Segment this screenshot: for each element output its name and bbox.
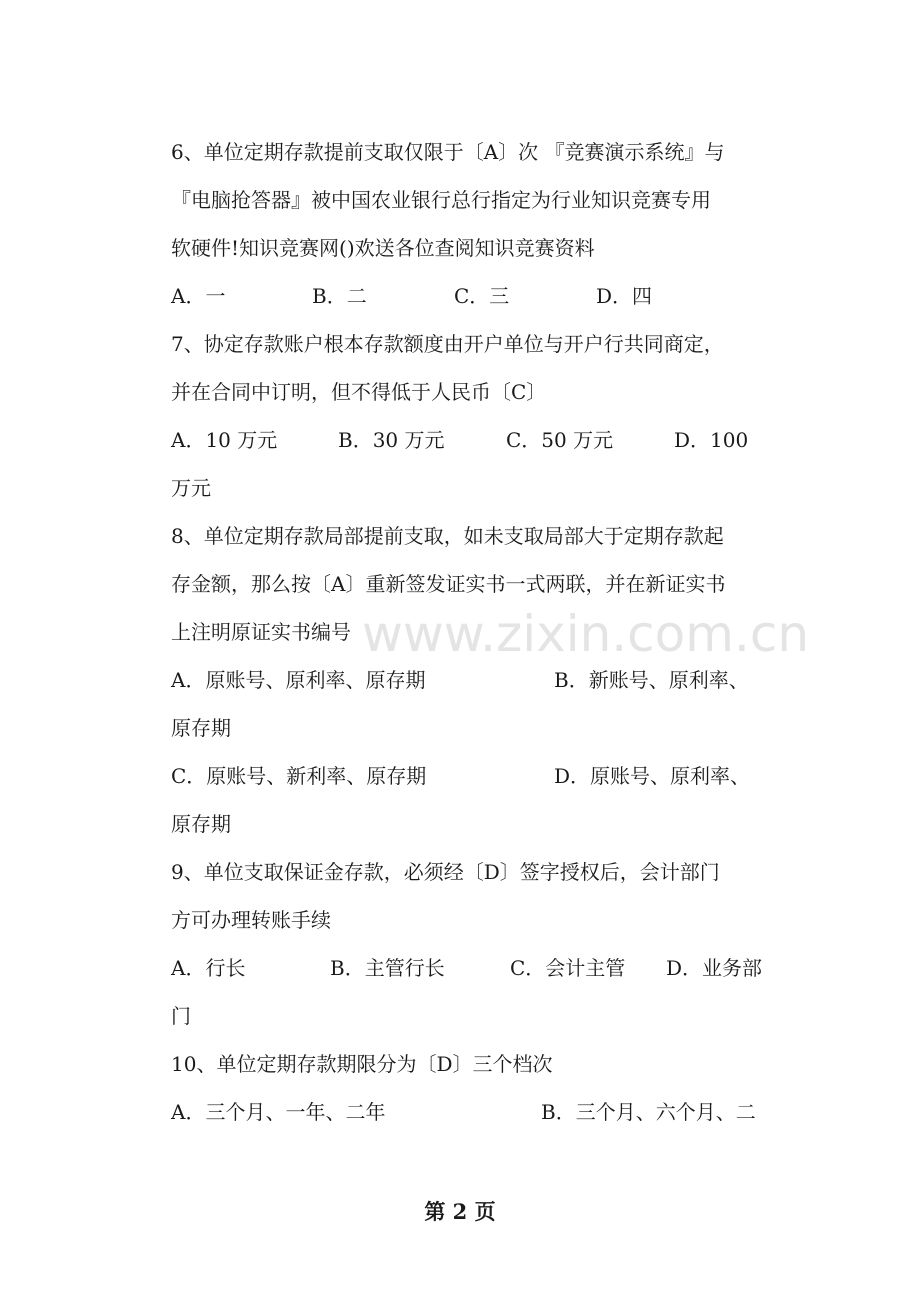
option-b: B．30 万元 bbox=[338, 428, 445, 452]
option-c: C．原账号、新利率、原存期 bbox=[171, 764, 427, 788]
option-b: B．主管行长 bbox=[330, 956, 445, 980]
option-c: C．50 万元 bbox=[506, 428, 614, 452]
option-b: B．二 bbox=[312, 284, 367, 308]
option-d: D．四 bbox=[596, 284, 653, 308]
option-c: C．会计主管 bbox=[510, 956, 626, 980]
question-8-option-d-continued: 原存期 bbox=[171, 812, 231, 836]
question-8-line-2: 存金额，那么按〔A〕重新签发证实书一式两联，并在新证实书 bbox=[171, 572, 726, 596]
option-b: B．三个月、六个月、二 bbox=[541, 1100, 756, 1124]
question-8-line-1: 8、单位定期存款局部提前支取，如未支取局部大于定期存款起 bbox=[171, 524, 724, 548]
question-10-line-1: 10、单位定期存款期限分为〔D〕三个档次 bbox=[171, 1052, 553, 1076]
question-6-line-1: 6、单位定期存款提前支取仅限于〔A〕次 『竞赛演示系统』与 bbox=[171, 140, 725, 164]
option-d: D．业务部 bbox=[666, 956, 763, 980]
option-a: A．三个月、一年、二年 bbox=[171, 1100, 386, 1124]
option-a: A．原账号、原利率、原存期 bbox=[171, 668, 426, 692]
watermark: www.zixin.com.cn bbox=[362, 605, 810, 663]
page-number: 第 2 页 bbox=[424, 1199, 496, 1224]
option-b: B．新账号、原利率、 bbox=[554, 668, 749, 692]
option-d: D．原账号、原利率、 bbox=[554, 764, 751, 788]
question-7-option-d-continued: 万元 bbox=[171, 476, 211, 500]
question-6-line-2: 『电脑抢答器』被中国农业银行总行指定为行业知识竞赛专用 bbox=[171, 188, 711, 212]
question-6-line-3: 软硬件!知识竞赛网()欢送各位查阅知识竞赛资料 bbox=[171, 236, 595, 260]
option-d: D．100 bbox=[674, 428, 749, 452]
question-9-line-2: 方可办理转账手续 bbox=[171, 908, 331, 932]
option-a: A．10 万元 bbox=[171, 428, 278, 452]
question-9-line-1: 9、单位支取保证金存款，必须经〔D〕签字授权后，会计部门 bbox=[171, 860, 720, 884]
question-7-line-1: 7、协定存款账户根本存款额度由开户单位与开户行共同商定， bbox=[171, 332, 724, 356]
question-8-line-3: 上注明原证实书编号 bbox=[171, 620, 351, 644]
question-9-option-d-continued: 门 bbox=[171, 1004, 191, 1028]
question-7-line-2: 并在合同中订明，但不得低于人民币〔C〕 bbox=[171, 380, 547, 404]
option-c: C．三 bbox=[454, 284, 510, 308]
option-a: A．行长 bbox=[171, 956, 246, 980]
option-a: A．一 bbox=[171, 284, 226, 308]
question-8-option-b-continued: 原存期 bbox=[171, 716, 231, 740]
